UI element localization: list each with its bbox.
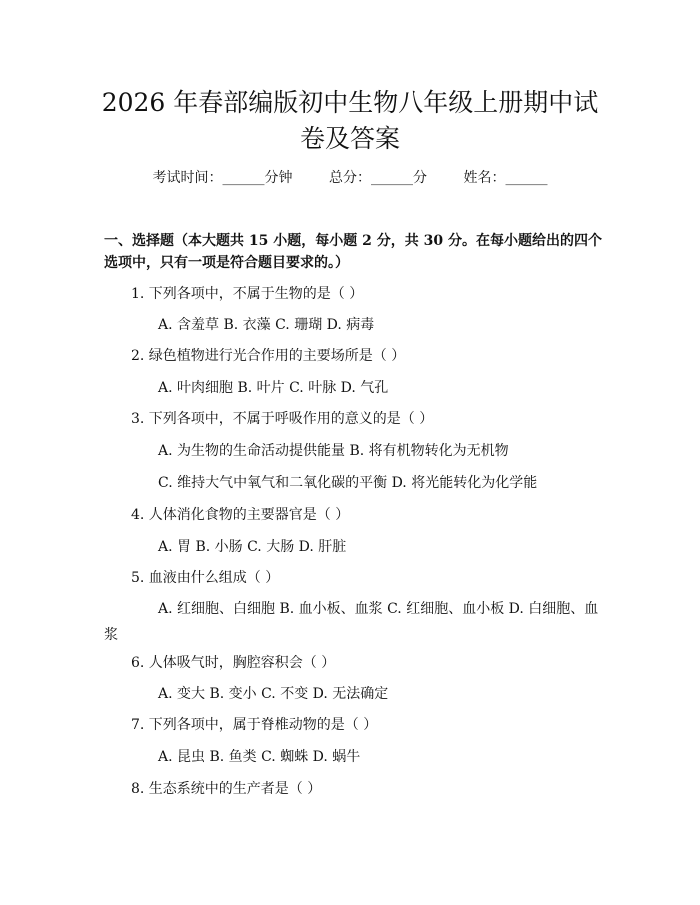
question-2: 2. 绿色植物进行光合作用的主要场所是（ ） (131, 348, 406, 364)
question-5-options: A. 红细胞、白细胞 B. 血小板、血浆 C. 红细胞、血小板 D. 白细胞、血浆 (104, 601, 599, 643)
question-5: 5. 血液由什么组成（ ） (131, 570, 280, 586)
page-title-line2: 卷及答案 (299, 124, 400, 153)
question-1-options: A. 含羞草 B. 衣藻 C. 珊瑚 D. 病毒 (158, 317, 375, 333)
total-score-field: 总分：______分 (329, 170, 427, 186)
name-field: 姓名：______ (463, 170, 548, 186)
question-7-options: A. 昆虫 B. 鱼类 C. 蜘蛛 D. 蜗牛 (158, 749, 361, 765)
question-7: 7. 下列各项中，属于脊椎动物的是（ ） (131, 717, 378, 733)
question-1: 1. 下列各项中，不属于生物的是（ ） (131, 286, 364, 302)
question-4-options: A. 胃 B. 小肠 C. 大肠 D. 肝脏 (158, 539, 347, 555)
question-3: 3. 下列各项中，不属于呼吸作用的意义的是（ ） (131, 411, 434, 427)
question-3-options-line1: A. 为生物的生命活动提供能量 B. 将有机物转化为无机物 (158, 443, 509, 459)
question-4: 4. 人体消化食物的主要器官是（ ） (131, 507, 350, 523)
question-8: 8. 生态系统中的生产者是（ ） (131, 781, 322, 797)
question-6: 6. 人体吸气时，胸腔容积会（ ） (131, 655, 336, 671)
page-title-line1: 2026 年春部编版初中生物八年级上册期中试 (101, 88, 599, 117)
exam-time-field: 考试时间：______分钟 (152, 170, 293, 186)
question-6-options: A. 变大 B. 变小 C. 不变 D. 无法确定 (158, 686, 389, 702)
section-heading: 一、选择题（本大题共 15 小题，每小题 2 分，共 30 分。在每小题给出的四个选项中，只有一项是符合题目要求的。） (104, 233, 602, 271)
question-3-options-line2: C. 维持大气中氧气和二氧化碳的平衡 D. 将光能转化为化学能 (158, 475, 538, 491)
exam-meta (0, 168, 700, 188)
question-2-options: A. 叶肉细胞 B. 叶片 C. 叶脉 D. 气孔 (158, 380, 389, 396)
